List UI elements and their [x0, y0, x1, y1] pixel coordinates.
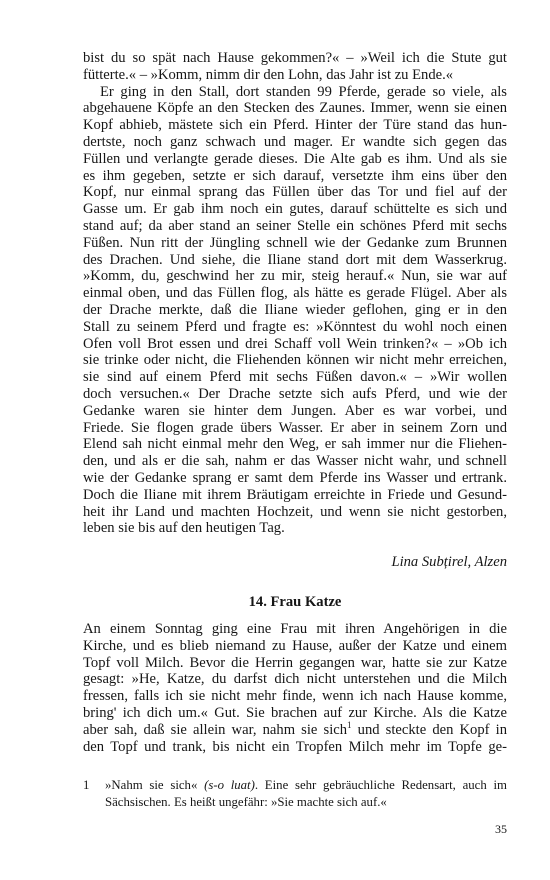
text-line: Doch die Iliane mit ihrem Bräutigam erreichte in Friede und Gesund-	[83, 486, 507, 503]
footnote-reference: 1	[347, 719, 352, 730]
text-line: sie trinke oder nicht, die Fliehenden können wir nicht mehr erreichen,	[83, 352, 507, 369]
text-line: Füßen. Nun ritt der Jüngling schnell wie der Gedanke zum Brunnen	[83, 234, 507, 251]
text-line: Friede. Sie flogen grade übers Wasser. Er aber in seinem Zorn und	[83, 419, 507, 436]
text-line: Stall zu seinem Pferd und fragte es: »Könntest du wohl noch einen	[83, 318, 507, 335]
text-line	[83, 719, 507, 739]
text-line: dertste, noch ganz schwach und mager. Er wandte sich gegen das	[83, 133, 507, 150]
text-line: Kopf abhieb, mästete sich ein Pferd. Hinter der Türe stand das hun-	[83, 117, 507, 134]
text-line: An einem Sonntag ging eine Frau mit ihren Angehörigen in die	[83, 621, 507, 637]
text-line: Ofen voll Brot essen und drei Schaff voll Wein trinken?« – »Ob ich	[83, 335, 507, 352]
text-line: Kirche, und es blieb niemand zu Hause, außer der Katze und einem	[83, 637, 507, 654]
footnote-original-phrase: (s-o luat)	[204, 778, 255, 792]
text-line: der Drache merkte, daß die Iliane wieder geflohen, ging er in den	[83, 301, 507, 318]
footnote-number: 1	[83, 778, 90, 792]
story-13-ending	[83, 50, 507, 537]
text-line: Kopf, nur einmal sprang das Füllen über das Tor und fiel auf der	[83, 184, 507, 201]
text-line: den Topf und trank, bis nicht ein Tropfen Milch mehr im Topfe ge-	[83, 738, 507, 755]
text-line: Er ging in den Stall, dort standen 99 Pferde, gerade so viele, als	[100, 83, 507, 100]
text-line: abgehauene Köpfe an den Stecken des Zaunes. Immer, wenn sie einen	[83, 100, 507, 117]
text-segment: aber sah, daß sie allein war, nahm sie sich	[83, 721, 348, 738]
text-line: einmal oben, und das Füllen flog, als hätte es gerade Flügel. Aber als	[83, 285, 507, 302]
text-line: doch versuchen.« Der Drache setzte sich aufs Pferd, und wie der	[83, 385, 507, 402]
footnote-text-line: Sächsischen. Es heißt ungefähr: »Sie machte sich auf.«	[105, 795, 387, 809]
text-line: heit ihr Land und machten Hochzeit, und wenn sie nicht gestorben,	[83, 503, 507, 520]
story-14-text	[83, 621, 507, 755]
text-line: wie der Gedanke sprang er samt dem Pferde ins Wasser und ertrank.	[83, 469, 507, 486]
text-line: bring' ich dich um.« Gut. Sie brachen auf zur Kirche. Als die Katze	[83, 704, 507, 721]
text-line: bist du so spät nach Hause gekommen?« – »Weil ich die Stute gut	[83, 50, 507, 66]
footnote-text-segment: . Eine sehr gebräuchliche Redensart, auch im	[254, 778, 507, 792]
text-line: leben sie bis auf den heutigen Tag.	[83, 520, 285, 537]
text-segment: und steckte den Kopf in	[351, 721, 507, 738]
text-line: fütterte.« – »Komm, nimm dir den Lohn, das Jahr ist zu Ende.«	[83, 66, 454, 83]
text-line: Füllen und verlangte gerade dieses. Die Alte gab es ihm. Und als sie	[83, 150, 507, 167]
page-number: 35	[495, 822, 507, 836]
text-line: Elend sah nicht einmal mehr den Weg, er sah immer nur die Fliehen-	[83, 436, 507, 453]
footnote-text-line	[83, 777, 507, 794]
footnote	[83, 777, 507, 811]
text-line: »Komm, du, geschwind her zu mir, steig herauf.« Nun, sie war auf	[83, 268, 507, 285]
text-line: sie sind auf einem Pferd mit sechs Füßen davon.« – »Wir wollen	[83, 369, 507, 386]
text-line: stand auf; da aber stand an seiner Stelle ein schönes Pferd mit sechs	[83, 217, 507, 234]
story-attribution: Lina Subțirel, Alzen	[391, 554, 507, 570]
footnote-quote: »Nahm sie sich«	[105, 778, 205, 792]
text-line: des Drachen. Und siehe, die Iliane stand dort mit dem Wasserkrug.	[83, 251, 507, 268]
text-line: den, und als er die sah, nahm er das Wasser nicht wahr, und schnell	[83, 453, 507, 470]
text-line: Topf voll Milch. Bevor die Herrin gegangen war, hatte sie zur Katze	[83, 654, 507, 671]
text-line: Gedanke waren sie hinter dem Jungen. Aber es war vorbei, und	[83, 402, 507, 419]
text-line: fressen, falls ich sie nicht mehr finde, wenn ich nach Hause komme,	[83, 688, 507, 705]
text-line: es ihm gegeben, setzte er sich darauf, versetzte ihm eins über den	[83, 167, 507, 184]
story-heading: 14. Frau Katze	[248, 594, 342, 610]
text-line: Gasse um. Er gab ihm noch ein gutes, darauf schüttelte es sich und	[83, 201, 507, 218]
text-line: gesagt: »He, Katze, du darfst dich nicht unterstehen und die Milch	[83, 671, 507, 688]
